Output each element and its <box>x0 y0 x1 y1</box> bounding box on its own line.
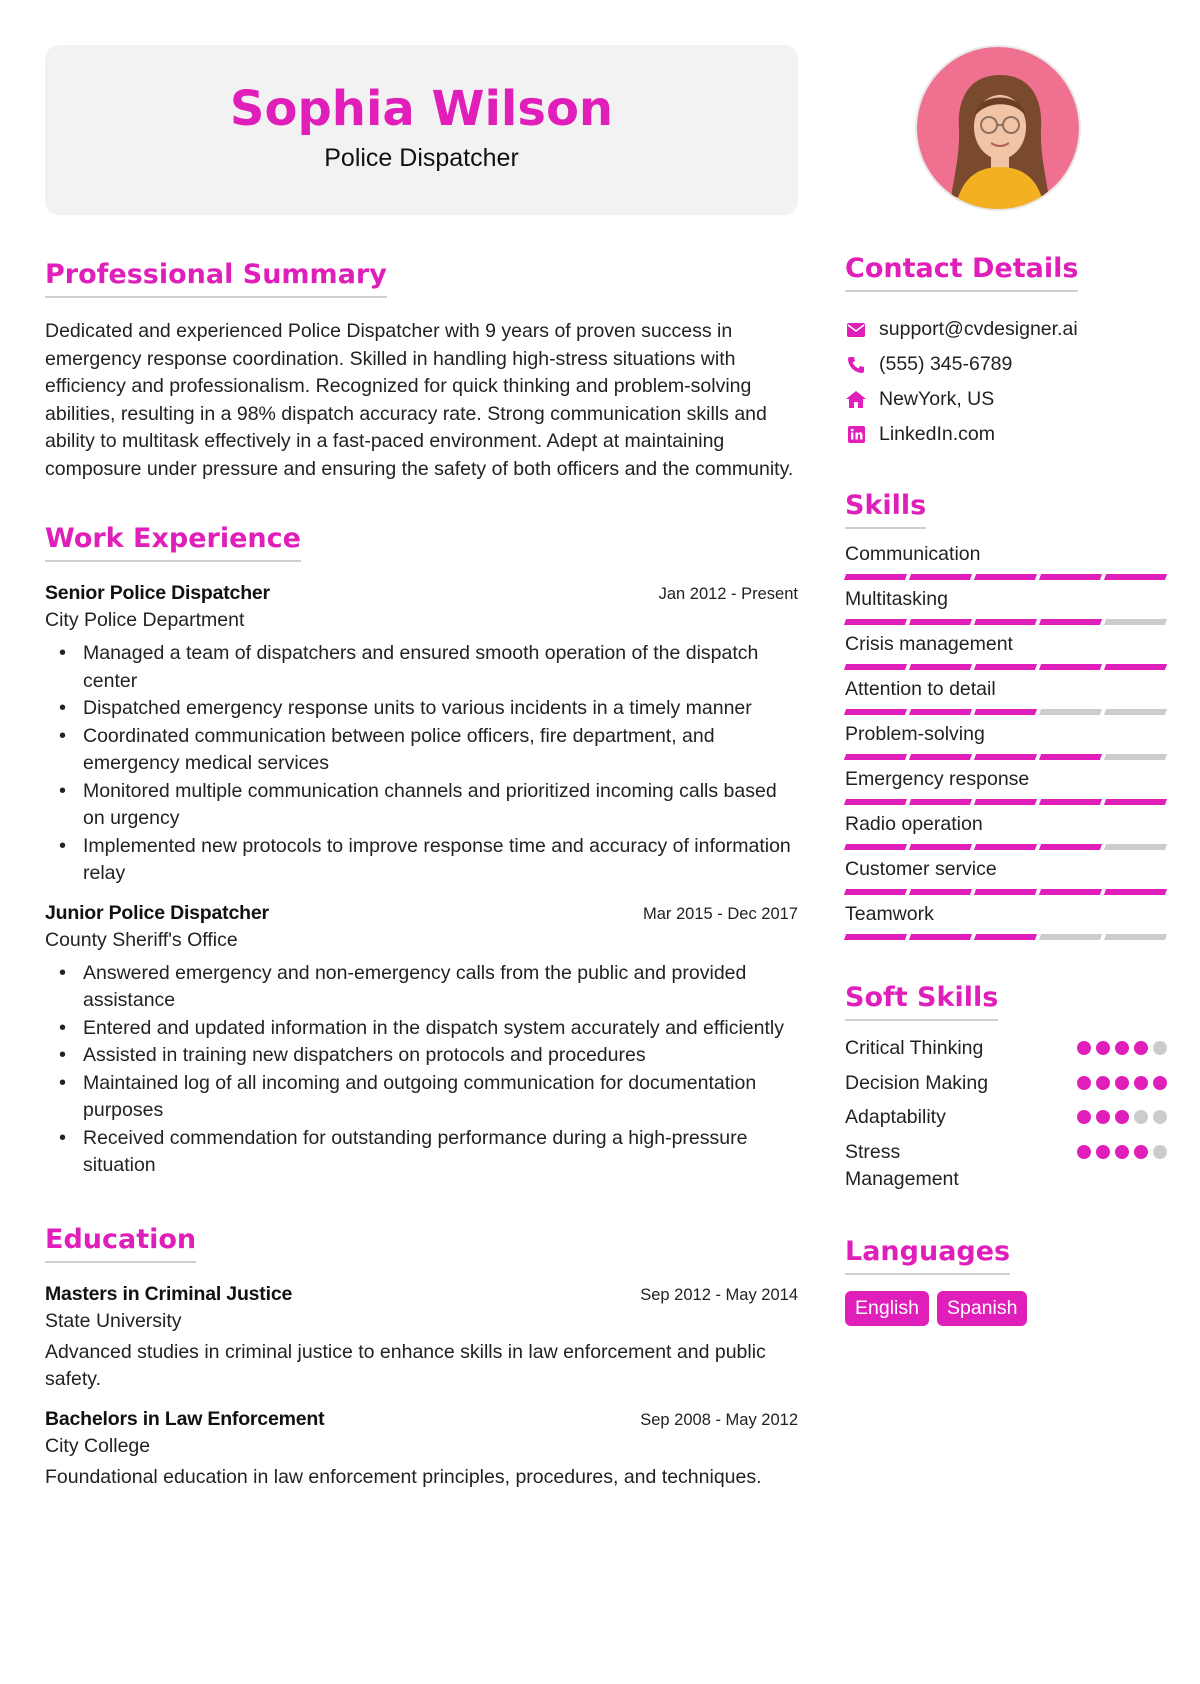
skill-level-segment <box>974 799 1037 805</box>
skill-level-segment <box>909 934 972 940</box>
rating-dot <box>1115 1145 1129 1159</box>
skill-level-segment <box>909 619 972 625</box>
skill-level-bar <box>845 844 1167 850</box>
skill-name: Problem-solving <box>845 723 985 745</box>
skill-level-segment <box>1104 889 1167 895</box>
language-list <box>845 1291 1167 1326</box>
soft-skill-name: Adaptability <box>845 1106 946 1128</box>
skill-item <box>845 631 1167 670</box>
skill-level-segment <box>1104 619 1167 625</box>
degree-title: Bachelors in Law Enforcement <box>45 1407 325 1430</box>
job-bullet: • Maintained log of all incoming and outgoing communication for documentation purposes <box>45 1070 798 1125</box>
soft-skill-rating <box>1077 1035 1167 1055</box>
job-bullet: • Assisted in training new dispatchers on protocols and procedures <box>45 1042 798 1070</box>
job-org: County Sheriff's Office <box>45 928 238 951</box>
skill-name: Attention to detail <box>845 678 996 700</box>
skill-level-bar <box>845 799 1167 805</box>
education-section <box>45 1224 798 1492</box>
language-badge: English <box>845 1291 929 1326</box>
soft-skill-item <box>845 1104 1167 1132</box>
phone-icon <box>845 354 867 376</box>
rating-dot <box>1115 1041 1129 1055</box>
skill-level-segment <box>844 619 907 625</box>
skill-name: Customer service <box>845 858 997 880</box>
section-title-education: Education <box>45 1224 196 1263</box>
skill-level-segment <box>974 889 1037 895</box>
contact-email-text: support@cvdesigner.ai <box>879 318 1078 340</box>
skill-name: Crisis management <box>845 633 1013 655</box>
skill-level-segment <box>1104 574 1167 580</box>
skill-level-segment <box>974 709 1037 715</box>
skill-level-segment <box>1039 664 1102 670</box>
contact-email[interactable] <box>845 312 1167 347</box>
section-title-soft-skills: Soft Skills <box>845 982 998 1021</box>
soft-skill-name: Stress Management <box>845 1140 959 1190</box>
main-column <box>45 45 798 1491</box>
skill-item <box>845 721 1167 760</box>
candidate-role: Police Dispatcher <box>324 143 519 172</box>
skill-item <box>845 856 1167 895</box>
job-bullet: • Implemented new protocols to improve response time and accuracy of information relay <box>45 833 798 888</box>
job-bullet: • Coordinated communication between police officers, fire department, and emergency medical services <box>45 723 798 778</box>
skill-level-segment <box>1039 754 1102 760</box>
skill-level-segment <box>1039 934 1102 940</box>
contact-list <box>845 312 1167 452</box>
skill-item <box>845 676 1167 715</box>
skill-level-segment <box>1104 709 1167 715</box>
soft-skill-item <box>845 1139 1167 1194</box>
linkedin-icon <box>845 424 867 446</box>
rating-dot <box>1153 1110 1167 1124</box>
degree-date: Sep 2012 - May 2014 <box>640 1285 798 1304</box>
job-bullet: • Received commendation for outstanding performance during a high-pressure situation <box>45 1125 798 1180</box>
skill-level-segment <box>974 754 1037 760</box>
profile-photo <box>915 45 1081 211</box>
skill-level-segment <box>909 889 972 895</box>
job-bullets <box>45 960 798 1180</box>
skill-level-segment <box>844 754 907 760</box>
soft-skill-rating <box>1077 1070 1167 1090</box>
rating-dot <box>1077 1076 1091 1090</box>
section-title-work: Work Experience <box>45 523 301 562</box>
soft-skills-section <box>845 982 1167 1194</box>
job-bullet: • Managed a team of dispatchers and ensured smooth operation of the dispatch center <box>45 640 798 695</box>
skill-level-segment <box>1039 889 1102 895</box>
skill-level-segment <box>909 754 972 760</box>
skill-level-segment <box>909 709 972 715</box>
skill-level-segment <box>844 664 907 670</box>
job-bullets <box>45 640 798 888</box>
soft-skill-name: Critical Thinking <box>845 1037 984 1059</box>
job-bullet: • Monitored multiple communication channels and prioritized incoming calls based on urgency <box>45 778 798 833</box>
skill-level-segment <box>1104 754 1167 760</box>
skill-level-segment <box>844 709 907 715</box>
job-org: City Police Department <box>45 609 245 631</box>
skill-level-segment <box>844 574 907 580</box>
rating-dot <box>1115 1076 1129 1090</box>
skill-name: Emergency response <box>845 768 1030 790</box>
work-section <box>45 523 798 1180</box>
rating-dot <box>1096 1076 1110 1090</box>
rating-dot <box>1134 1076 1148 1090</box>
skill-level-segment <box>844 844 907 850</box>
rating-dot <box>1134 1041 1148 1055</box>
rating-dot <box>1134 1145 1148 1159</box>
skill-level-segment <box>909 844 972 850</box>
skill-level-segment <box>974 619 1037 625</box>
contact-phone-text: (555) 345-6789 <box>879 353 1013 375</box>
job-entry <box>45 902 798 1180</box>
skill-level-bar <box>845 574 1167 580</box>
envelope-icon <box>845 319 867 341</box>
skill-level-bar <box>845 889 1167 895</box>
degree-date: Sep 2008 - May 2012 <box>640 1410 798 1429</box>
education-entry <box>45 1408 798 1492</box>
summary-section <box>45 259 798 483</box>
skill-level-segment <box>974 934 1037 940</box>
skill-name: Communication <box>845 543 981 565</box>
home-icon <box>845 389 867 411</box>
skill-list <box>845 541 1167 940</box>
soft-skill-list <box>845 1035 1167 1194</box>
skill-level-segment <box>1104 664 1167 670</box>
contact-location-text: NewYork, US <box>879 388 995 410</box>
soft-skill-rating <box>1077 1139 1167 1159</box>
skill-level-segment <box>974 844 1037 850</box>
skill-name: Teamwork <box>845 903 934 925</box>
rating-dot <box>1096 1041 1110 1055</box>
skill-level-segment <box>844 934 907 940</box>
job-bullet: • Entered and updated information in the dispatch system accurately and efficiently <box>45 1015 798 1043</box>
soft-skill-item <box>845 1070 1167 1098</box>
soft-skill-rating <box>1077 1104 1167 1124</box>
job-bullet: • Dispatched emergency response units to various incidents in a timely manner <box>45 695 798 723</box>
education-entry <box>45 1283 798 1394</box>
skill-level-segment <box>1104 934 1167 940</box>
skill-level-segment <box>1104 844 1167 850</box>
skill-level-segment <box>974 574 1037 580</box>
skill-level-segment <box>1039 574 1102 580</box>
job-title: Junior Police Dispatcher <box>45 901 269 924</box>
soft-skill-name: Decision Making <box>845 1071 989 1094</box>
skill-level-segment <box>909 664 972 670</box>
skill-level-segment <box>1039 709 1102 715</box>
skill-level-bar <box>845 619 1167 625</box>
rating-dot <box>1077 1110 1091 1124</box>
rating-dot <box>1077 1145 1091 1159</box>
soft-skill-item <box>845 1035 1167 1063</box>
skill-level-segment <box>974 664 1037 670</box>
job-entry <box>45 582 798 888</box>
rating-dot <box>1096 1145 1110 1159</box>
skill-item <box>845 586 1167 625</box>
rating-dot <box>1134 1110 1148 1124</box>
school-name: City College <box>45 1434 151 1457</box>
job-title: Senior Police Dispatcher <box>45 582 270 604</box>
skill-item <box>845 811 1167 850</box>
degree-title: Masters in Criminal Justice <box>45 1282 293 1305</box>
skill-level-segment <box>1039 619 1102 625</box>
skills-section <box>845 490 1167 940</box>
skill-item <box>845 901 1167 940</box>
contact-location <box>845 382 1167 417</box>
skill-level-bar <box>845 709 1167 715</box>
skill-level-bar <box>845 934 1167 940</box>
rating-dot <box>1153 1145 1167 1159</box>
rating-dot <box>1153 1076 1167 1090</box>
language-badge: Spanish <box>937 1291 1027 1326</box>
candidate-name: Sophia Wilson <box>229 81 614 137</box>
skill-level-bar <box>845 664 1167 670</box>
skill-name: Radio operation <box>845 813 983 835</box>
contact-section <box>845 253 1167 452</box>
school-name: State University <box>45 1309 182 1332</box>
skill-item <box>845 541 1167 580</box>
job-date: Jan 2012 - Present <box>658 585 798 603</box>
sidebar-column <box>845 45 1167 1326</box>
section-title-contact: Contact Details <box>845 253 1078 292</box>
skill-level-segment <box>909 574 972 580</box>
contact-linkedin-text: LinkedIn.com <box>879 423 995 445</box>
skill-level-segment <box>1039 844 1102 850</box>
skill-level-bar <box>845 754 1167 760</box>
contact-phone[interactable] <box>845 347 1167 382</box>
summary-text: Dedicated and experienced Police Dispatcher with 9 years of proven success in emergency response coordination. Skilled in handling high-stress situations with efficiency and professionalism. Recognized for quick thinking and problem-solving abilities, resulting in a 98% dispatch accuracy rate. Strong communication skills and ability to multitask effectively in a fast-paced environment. Adept at maintaining composure under pressure and ensuring the safety of both officers and the community. <box>45 320 794 480</box>
degree-description: Foundational education in law enforcement principles, procedures, and techniques. <box>45 1465 762 1488</box>
rating-dot <box>1077 1041 1091 1055</box>
skill-level-segment <box>844 889 907 895</box>
skill-level-segment <box>1039 799 1102 805</box>
job-bullet: • Answered emergency and non-emergency calls from the public and provided assistance <box>45 960 798 1015</box>
skill-item <box>845 766 1167 805</box>
skill-level-segment <box>909 799 972 805</box>
job-date: Mar 2015 - Dec 2017 <box>642 904 798 923</box>
section-title-summary: Professional Summary <box>45 259 387 298</box>
header-box <box>45 45 798 215</box>
degree-description: Advanced studies in criminal justice to enhance skills in law enforcement and public safety. <box>45 1340 766 1390</box>
rating-dot <box>1096 1110 1110 1124</box>
section-title-skills: Skills <box>845 490 926 529</box>
skill-name: Multitasking <box>845 588 948 610</box>
skill-level-segment <box>1104 799 1167 805</box>
rating-dot <box>1153 1041 1167 1055</box>
contact-linkedin[interactable] <box>845 417 1167 452</box>
section-title-languages: Languages <box>845 1236 1010 1275</box>
skill-level-segment <box>844 799 907 805</box>
rating-dot <box>1115 1110 1129 1124</box>
languages-section <box>845 1236 1167 1326</box>
